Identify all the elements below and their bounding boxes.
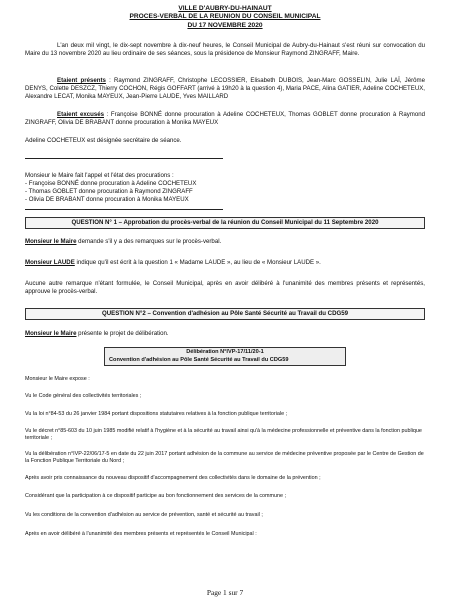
list-item: Vu le décret n°85-603 du 10 juin 1985 modifié relatif à l'hygiène et à la sécurité au travail ainsi qu'à la médecine professionnelle et préventive dans la fonction publique territoriale ; bbox=[25, 428, 422, 442]
intro-paragraph: L'an deux mil vingt, le dix-sept novembre à dix-neuf heures, le Conseil Municipal de Aubry-du-Hainaut s'est réuni sur convocation du Maire du 13 novembre 2020 au lieu ordinaire de ses séances, sous la présidence de Monsieur Raymond ZINGRAFF, Maire. bbox=[25, 42, 425, 58]
deliberation-subject: Convention d'adhésion au Pôle Santé Sécurité au Travail du CDG59 bbox=[109, 356, 289, 363]
list-item: Vu la loi n°84-53 du 26 janvier 1984 portant dispositions statutaires relatives à la fonction publique territoriale ; bbox=[25, 411, 288, 417]
appel-paragraph: Monsieur le Maire fait l'appel et l'état des procurations : bbox=[25, 172, 174, 179]
q2-speaker-maire: Monsieur le Maire bbox=[25, 330, 77, 337]
list-item: - Thomas GOBLET donne procuration à Raymond ZINGRAFF bbox=[25, 188, 193, 196]
procurations-list bbox=[25, 180, 196, 205]
list-item: Après en avoir délibéré à l'unanimité des membres présents et représentés le Conseil Municipal : bbox=[25, 531, 257, 537]
list-item: - Françoise BONNÉ donne procuration à Adeline COCHETEUX bbox=[25, 180, 197, 187]
list-item: Vu le Code général des collectivités territoriales ; bbox=[25, 393, 142, 399]
presents-label: Etaient présents bbox=[57, 77, 106, 84]
q2-text-1: présente le projet de délibération. bbox=[76, 330, 169, 337]
q2-paragraph-1 bbox=[25, 330, 425, 338]
question-1-title: QUESTION N° 1 – Approbation du procès-verbal de la réunion du Conseil Municipal du 11 Septembre 2020 bbox=[25, 217, 425, 229]
q1-text-2: indique qu'il est écrit à la question 1 « Madame LAUDE », au lieu de « Monsieur LAUDE ». bbox=[74, 259, 321, 266]
list-item: Vu la délibération n°IVP-22/06/17-5 en date du 22 juin 2017 portant adhésion de la commune au service de médecine préventive proposée par le Centre de Gestion de la Fonction Publique Territoriale du Nord ; bbox=[25, 451, 424, 465]
secretaire-paragraph: Adeline COCHETEUX est désignée secrétaire de séance. bbox=[25, 137, 182, 144]
list-item: Considérant que la participation à ce dispositif participe au bon fonctionnement des services de la commune ; bbox=[25, 493, 286, 499]
deliberation-box bbox=[104, 347, 346, 366]
presents-text: : Raymond ZINGRAFF, Christophe LECOSSIER, Elisabeth DUBOIS, Jean-Marc GOSSELIN, Julie LAÏ, Jérôme DENYS, Colette DESZCZ, Thierry COCHON, Régis GOFFART (arrivé à 19h20 à la question 4), Maria PACE, Alina GATIER, Adeline COCHETEUX, Alexandre LECAT, Monika MAYEUX, Jean-Pierre LAUDE, Yves MAILLARD bbox=[25, 77, 425, 101]
q1-paragraph-2 bbox=[25, 259, 425, 267]
header-date: DU 17 NOVEMBRE 2020 bbox=[187, 21, 263, 29]
list-item: - Olivia DE BRABANT donne procuration à Monika MAYEUX bbox=[25, 196, 189, 204]
header-town: VILLE D'AUBRY-DU-HAINAUT bbox=[178, 5, 272, 12]
q1-paragraph-1 bbox=[25, 238, 425, 246]
excuses-text: : Françoise BONNÉ donne procuration à Adeline COCHETEUX, Thomas GOBLET donne procuration à Raymond ZINGRAFF, Olivia DE BRABANT donne procuration à Monika MAYEUX bbox=[25, 111, 425, 127]
list-item: Après avoir pris connaissance du nouveau dispositif d'accompagnement des collectivités dans le domaine de la prévention ; bbox=[25, 475, 321, 481]
list-item: Vu les conditions de la convention d'adhésion au service de prévention, santé et sécurité au travail ; bbox=[25, 512, 263, 518]
list-item: Monsieur le Maire expose : bbox=[25, 376, 90, 382]
question-2-title: QUESTION N°2 – Convention d'adhésion au Pôle Santé Sécurité au Travail du CDG59 bbox=[25, 308, 425, 320]
q1-text-1: demande s'il y a des remarques sur le procès-verbal. bbox=[76, 238, 222, 245]
excuses-label: Etaient excusés bbox=[57, 111, 104, 118]
excuses-paragraph bbox=[25, 111, 425, 127]
deliberation-number: Délibération N°IVP-17/11/20-1 bbox=[186, 349, 264, 355]
header-title: PROCES-VERBAL DE LA REUNION DU CONSEIL MUNICIPAL bbox=[129, 13, 321, 21]
q1-speaker-maire: Monsieur le Maire bbox=[25, 238, 77, 245]
q1-paragraph-3: Aucune autre remarque n'étant formulée, le Conseil Municipal, après en avoir délibéré à l'unanimité des membres présents et représentés, approuve le procès-verbal. bbox=[25, 280, 425, 296]
separator-rule bbox=[25, 158, 223, 159]
q1-speaker-laude: Monsieur LAUDE bbox=[25, 259, 75, 266]
presents-paragraph bbox=[25, 77, 425, 102]
separator-rule bbox=[25, 209, 223, 210]
page-number: Page 1 sur 7 bbox=[206, 588, 244, 597]
document-header bbox=[0, 5, 450, 30]
